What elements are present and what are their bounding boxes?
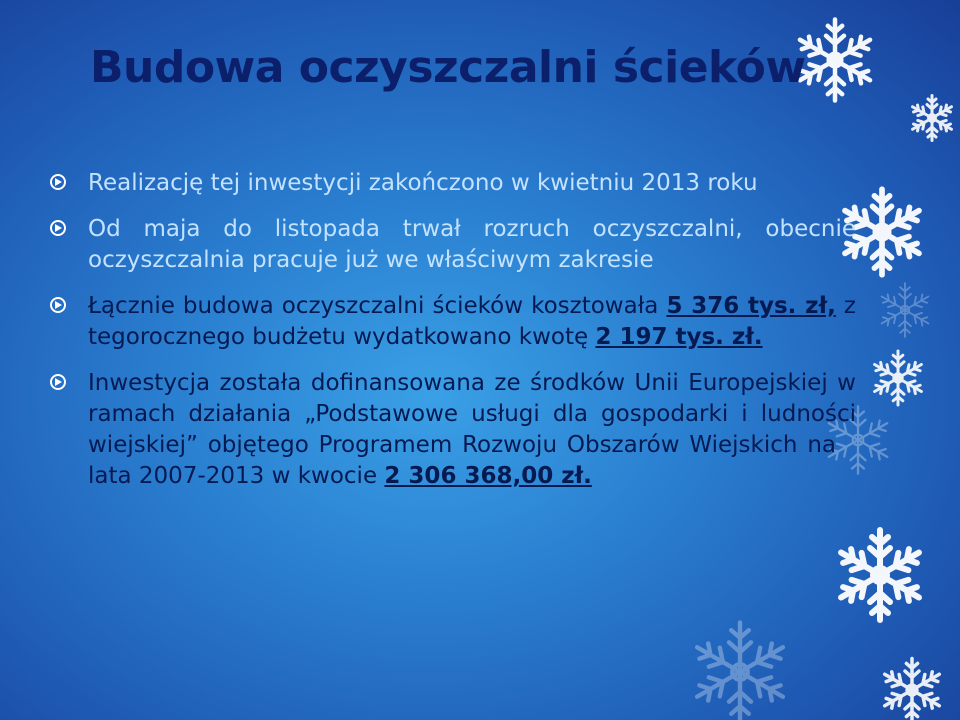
bullet-text: Realizację tej inwestycji zakończono w kwietniu 2013 roku <box>88 170 758 196</box>
page-title: Budowa oczyszczalni ścieków <box>90 42 806 93</box>
bullet-text <box>88 368 856 492</box>
bullet-circle-icon <box>50 174 66 190</box>
bullet-item <box>50 291 856 353</box>
bullet-text: Od maja do listopada trwał rozruch oczyszczalni, obecnie oczyszczalnia pracuje już we właściwym zakresie <box>88 216 856 273</box>
snowflake-icon <box>910 96 954 141</box>
funding-amount: 2 306 368,00 zł. <box>384 463 592 489</box>
funding-period-text: lata 2007-2013 w kwocie <box>88 463 378 489</box>
snowflake-icon <box>881 659 943 720</box>
bullet-item <box>50 168 856 199</box>
bullet-text <box>88 291 856 353</box>
spent-amount: 2 197 tys. zł. <box>595 324 763 350</box>
bullet-circle-icon <box>50 220 66 236</box>
bullet-circle-icon <box>50 297 66 313</box>
bullet-item <box>50 214 856 276</box>
snowflake-icon <box>872 351 925 405</box>
total-cost-amount: 5 376 tys. zł, <box>666 293 836 319</box>
funding-text: Inwestycja została dofinansowana ze środków Unii Europejskiej w ramach działania „Podstawowe usługi dla gospodarki i ludności wiejskiej” objętego Programem Rozwoju Obszarów Wiejskich na <box>88 370 856 458</box>
snowflake-icon <box>879 283 932 337</box>
budget-text: z tegorocznego budżetu wydatkowano kwotę <box>88 293 856 350</box>
bullet-list <box>50 168 856 492</box>
snowflake-icon <box>836 530 924 620</box>
snowflake-icon <box>692 623 789 720</box>
bullet-circle-icon <box>50 374 66 390</box>
snowflake-icon <box>795 19 874 100</box>
bullet-item <box>50 368 856 492</box>
cost-lead-text: Łącznie budowa oczyszczalni ścieków kosztowała <box>88 293 659 319</box>
